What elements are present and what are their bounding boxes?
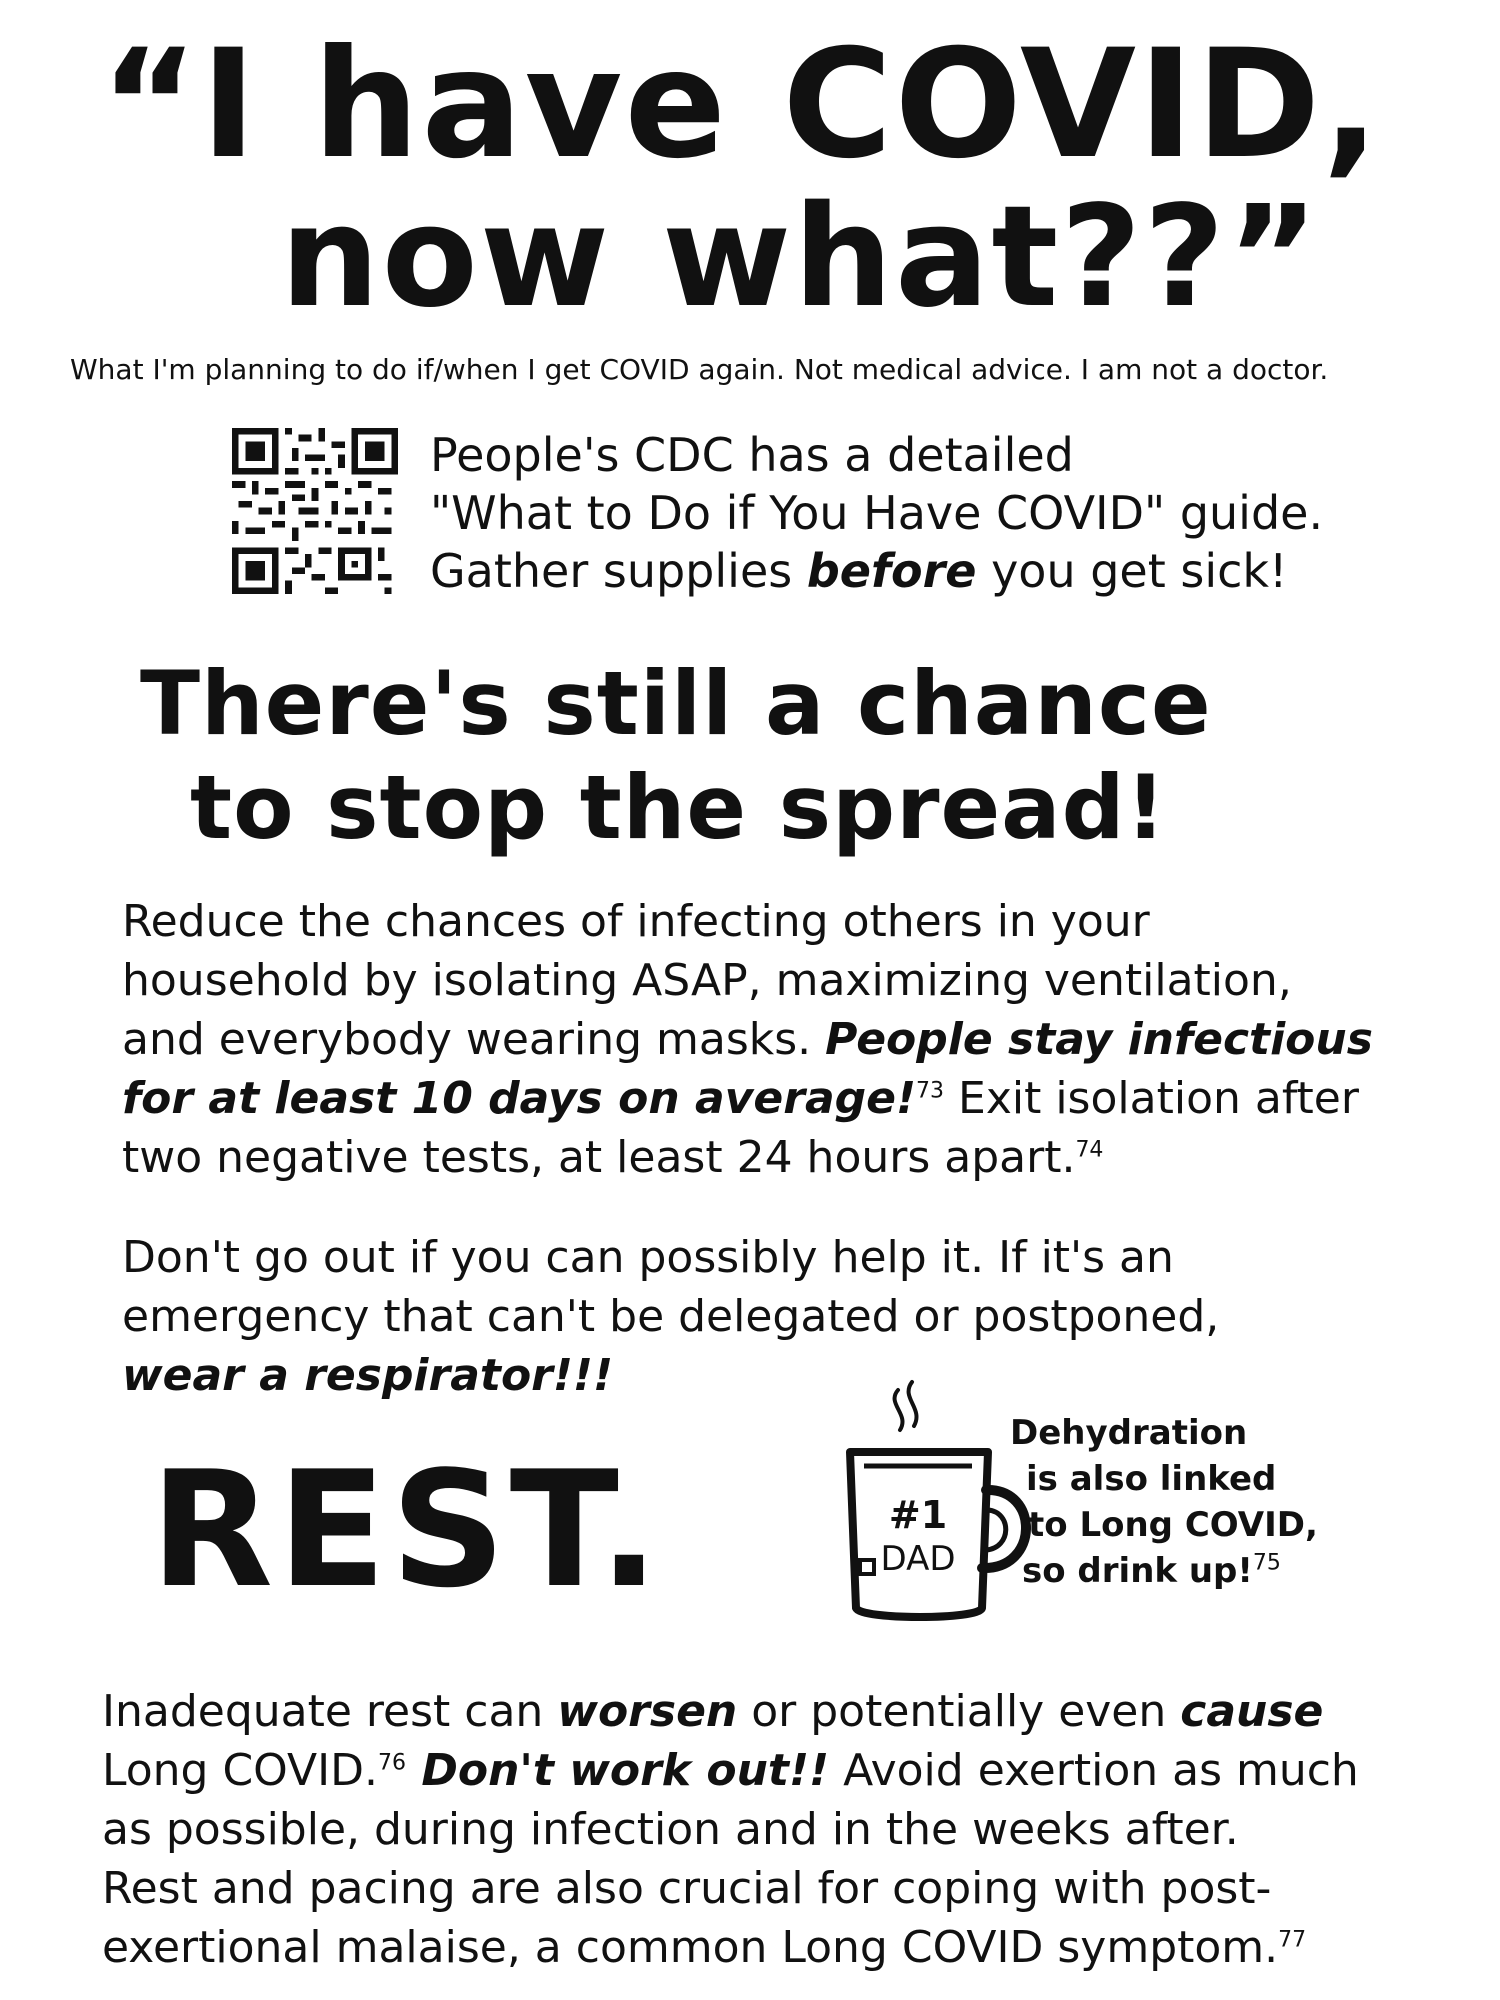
dehydration-line-2: is also linked [1026,1459,1277,1499]
isolation-line-4 [122,1069,1373,1128]
section-heading-line-1: There's still a chance [140,652,1212,755]
rest-line-2 [102,1741,1359,1800]
cdc-note-emphasis: before [806,544,977,598]
isolation-paragraph [122,892,1373,1187]
avoid-exertion-text: Avoid exertion as much [829,1745,1359,1796]
isolation-line-3 [122,1010,1373,1069]
footnote-ref-76[interactable]: 76 [378,1750,406,1776]
rest-paragraph [102,1682,1359,1977]
cdc-note-line-1: People's CDC has a detailed [430,428,1074,482]
dont-work-out-emphasis: Don't work out!! [406,1745,830,1796]
stay-home-line-2: emergency that can't be delegated or postponed, [122,1291,1220,1342]
cdc-guide-note [430,426,1323,600]
isolation-line-5 [122,1128,1373,1187]
title-line-1: “I have COVID, [100,18,1382,192]
dehydration-line-4 [1000,1548,1318,1594]
rest-line-5 [102,1918,1359,1977]
worsen-emphasis: worsen [557,1686,738,1737]
isolation-text: and everybody wearing masks. [122,1014,826,1065]
title-line-2: now what??” [280,176,1321,339]
cdc-note-line-2: "What to Do if You Have COVID" guide. [430,486,1324,540]
cdc-note-line-3 [430,542,1323,600]
malaise-text: exertional malaise, a common Long COVID symptom. [102,1922,1279,1973]
respirator-emphasis: wear a respirator!!! [122,1350,614,1401]
rest-heading: REST. [150,1436,664,1623]
mug-label-line-2: DAD [880,1539,956,1579]
negative-tests-text: two negative tests, at least 24 hours apart. [122,1132,1076,1183]
isolation-line-1: Reduce the chances of infecting others in your [122,896,1150,947]
section-heading [140,652,1212,860]
rest-text-a: Inadequate rest can [102,1686,558,1737]
isolation-line-2: household by isolating ASAP, maximizing ventilation, [122,955,1292,1006]
dehydration-note [1000,1410,1318,1594]
qr-code[interactable] [232,428,398,594]
rest-line-1 [102,1682,1359,1741]
drink-up-text: so drink up! [1022,1551,1253,1591]
stay-home-line-1: Don't go out if you can possibly help it. If it's an [122,1232,1174,1283]
rest-line-3: as possible, during infection and in the weeks after. [102,1804,1239,1855]
footnote-ref-73[interactable]: 73 [916,1078,945,1104]
exit-isolation-text: Exit isolation after [944,1073,1359,1124]
cdc-note-text: Gather supplies [430,544,807,598]
dehydration-line-1: Dehydration [1010,1413,1248,1453]
footnote-ref-75[interactable]: 75 [1252,1550,1281,1576]
rest-line-4: Rest and pacing are also crucial for coping with post- [102,1863,1272,1914]
rest-text-b: or potentially even [737,1686,1181,1737]
footnote-ref-77[interactable]: 77 [1278,1927,1307,1953]
dehydration-line-3: to Long COVID, [1028,1505,1318,1545]
infectious-emphasis: People stay infectious [825,1014,1373,1065]
cause-emphasis: cause [1180,1686,1324,1737]
cdc-note-text-end: you get sick! [976,544,1288,598]
disclaimer-text: What I'm planning to do if/when I get COVID again. Not medical advice. I am not a doctor. [70,353,1329,386]
section-heading-line-2: to stop the spread! [190,756,1167,859]
ten-days-emphasis: for at least 10 days on average! [122,1073,917,1124]
stay-home-paragraph [122,1228,1219,1405]
mug-label-line-1: #1 [888,1493,948,1537]
footnote-ref-74[interactable]: 74 [1075,1137,1104,1163]
long-covid-text: Long COVID. [102,1745,378,1796]
